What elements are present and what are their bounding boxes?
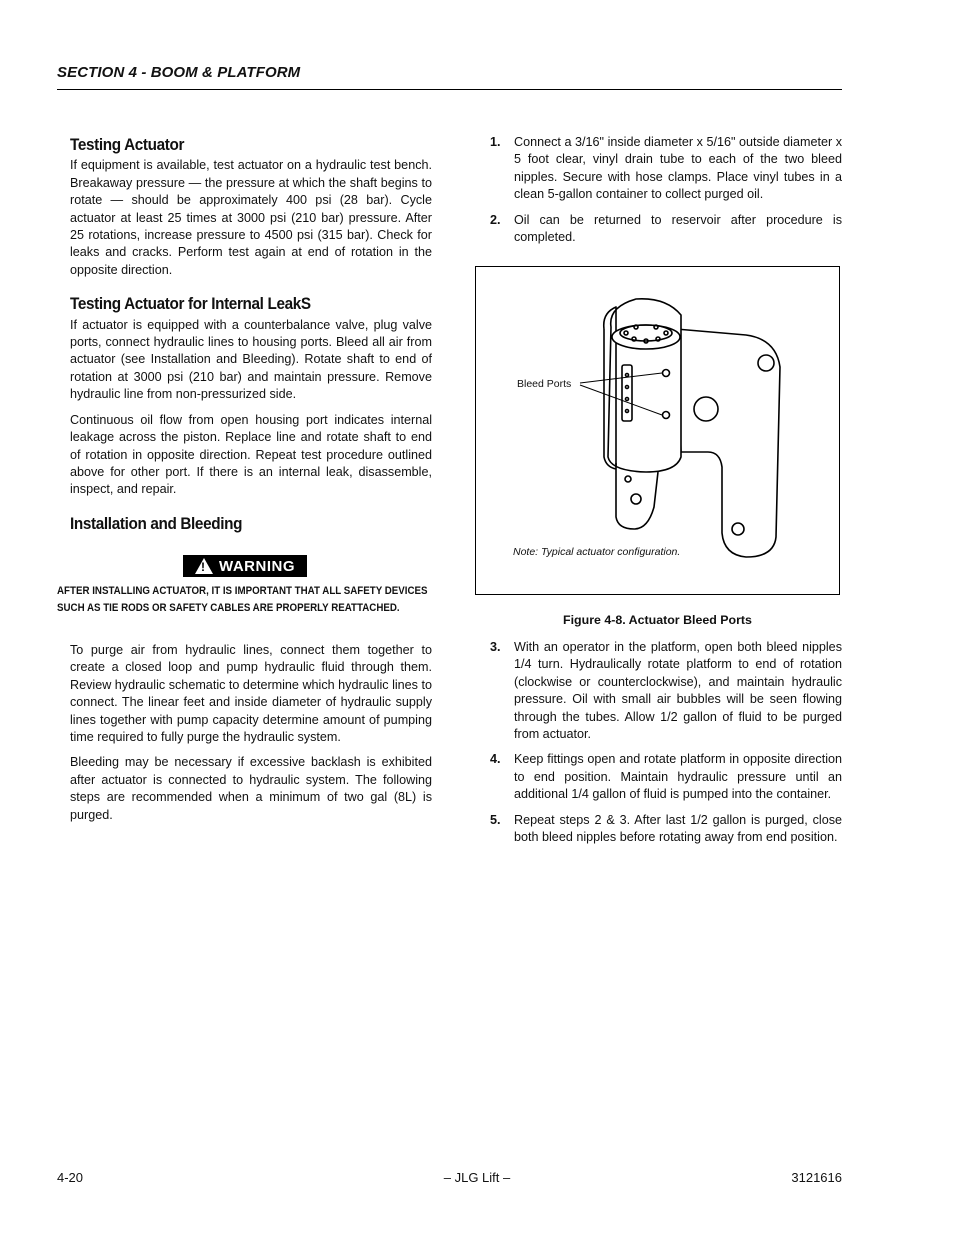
list-item xyxy=(490,751,842,803)
section-header: SECTION 4 - BOOM & PLATFORM xyxy=(57,64,301,81)
step-number: 5. xyxy=(490,812,501,827)
figure-note: Note: Typical actuator configuration. xyxy=(513,546,681,558)
left-column xyxy=(70,136,432,536)
list-item xyxy=(490,639,842,743)
installation-p2: Bleeding may be necessary if excessive backlash is exhibited after actuator is connected to hydraulic system. The following steps are recommended when a minimum of two gal (8L) is purged. xyxy=(70,755,432,822)
step-number: 2. xyxy=(490,212,501,227)
steps-bottom xyxy=(490,639,842,854)
step-text: Oil can be returned to reservoir after procedure is completed. xyxy=(514,212,842,245)
step-text: Repeat steps 2 & 3. After last 1/2 gallon is purged, close both bleed nipples before rotating away from end position. xyxy=(514,812,842,845)
page-number: 4-20 xyxy=(57,1170,84,1185)
installation-p1: To purge air from hydraulic lines, connect them together to create a closed loop and pump hydraulic fluid through them. Review hydraulic schematic to determine which hydraulic lines to connect. The linear feet and inside diameter of hydraulic supply lines together with pump capacity determine amount of pumping time required to fully purge the hydraulic system. xyxy=(70,643,432,745)
list-item xyxy=(490,134,842,204)
step-number: 4. xyxy=(490,752,501,767)
footer-center: – JLG Lift – xyxy=(443,1170,511,1185)
installation-body xyxy=(70,642,432,832)
header-rule xyxy=(57,89,842,90)
figure-box xyxy=(475,266,840,595)
steps-top xyxy=(490,134,842,254)
step-text: Connect a 3/16" inside diameter x 5/16" outside diameter x 5 foot clear, vinyl drain tube to each of the two bleed nipples. Secure with hose clamps. Place vinyl tubes in a clean 5-gallon container to collect purged oil. xyxy=(514,135,842,202)
installation-heading: Installation and Bleeding xyxy=(70,513,243,533)
step-text: Keep fittings open and rotate platform in opposite direction to end position. Maintain hydraulic pressure until an additional 1/4 gallon of fluid is pumped into the container. xyxy=(514,752,842,802)
actuator-illustration xyxy=(476,267,839,594)
list-item xyxy=(490,212,842,247)
internal-leaks-p1: If actuator is equipped with a counterbalance valve, plug valve ports, connect hydraulic lines to housing ports. Bleed all air from actuator (see Installation and Bleeding). Rotate shaft to end of rotation at 3000 psi (210 bar) and maintain pressure. Remove hydraulic line from non-pressurized side. xyxy=(70,317,432,402)
step-text: With an operator in the platform, open both bleed nipples 1/4 turn. Hydraulically rotate platform to end of rotation (clockwise or counterclockwise), and maintain hydraulic pressure. Oil with small air bubbles will be seen flowing through the tubes. Allow 1/2 gallon of fluid to be purged from actuator. xyxy=(514,640,842,742)
testing-actuator-body: If equipment is available, test actuator on a hydraulic test bench. Breakaway pressure — the pressure at which the shaft begins to rotate — should be approximately 400 psi (28 bar). Cycle actuator at least 25 times at 3000 psi (210 bar) pressure. After 25 rotations, increase pressure to 4500 psi (315 bar). Check for leaks and cracks. Perform test again at end of rotation in the opposite direction. xyxy=(70,158,432,277)
warning-badge xyxy=(183,555,307,577)
warning-label: WARNING xyxy=(219,557,295,575)
list-item xyxy=(490,812,842,847)
figure-caption: Figure 4-8. Actuator Bleed Ports xyxy=(563,613,752,627)
warning-icon: ! xyxy=(195,558,213,574)
testing-actuator-section xyxy=(70,136,432,279)
internal-leaks-p2: Continuous oil flow from open housing port indicates internal leakage across the piston. Replace line and rotate shaft to end of rotation in opposite direction. Repeat test procedure outlined above for other port. If there is an internal leak, disassemble, inspect, and repair. xyxy=(70,412,432,497)
bleed-ports-label: Bleed Ports xyxy=(517,378,572,390)
testing-actuator-heading: Testing Actuator xyxy=(70,135,185,154)
internal-leaks-section xyxy=(70,295,432,498)
step-number: 1. xyxy=(490,135,501,149)
warning-text: AFTER INSTALLING ACTUATOR, IT IS IMPORTANT THAT ALL SAFETY DEVICES SUCH AS TIE RODS OR SAFETY CABLES ARE PROPERLY REATTACHED. xyxy=(57,585,428,614)
document-number: 3121616 xyxy=(791,1170,842,1185)
internal-leaks-heading: Testing Actuator for Internal LeakS xyxy=(70,294,311,314)
warning-block xyxy=(57,555,433,617)
step-number: 3. xyxy=(490,640,501,654)
